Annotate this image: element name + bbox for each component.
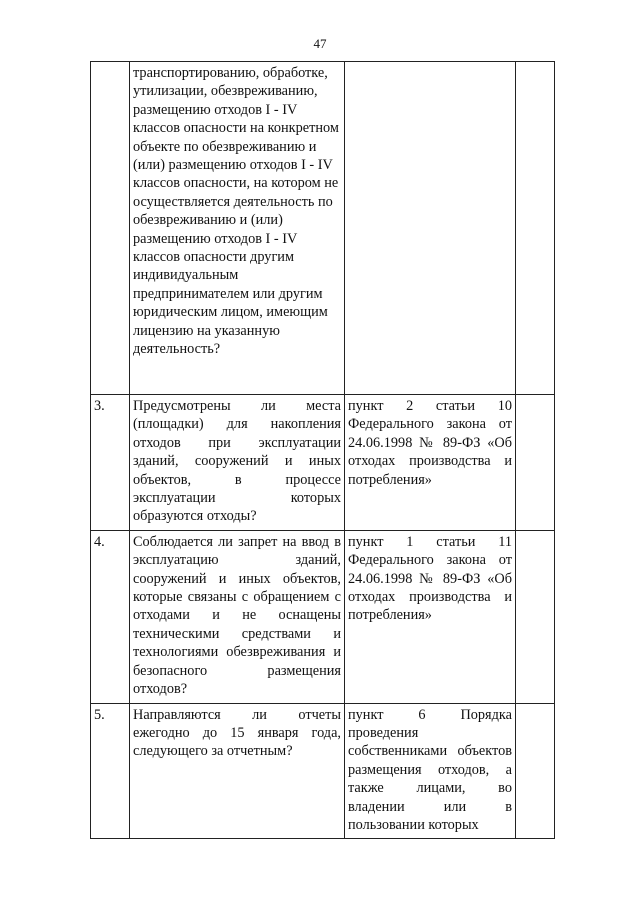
page-number: 47 (313, 36, 327, 51)
row-number-cell: 3. (91, 395, 130, 531)
table-row (91, 395, 555, 531)
note-cell (516, 530, 555, 703)
question-cell: Соблюдается ли запрет на ввод в эксплуатацию зданий, сооружений и иных объектов, которые связаны с обращением с отходами и не оснащены техническими средствами и технологиями обезвреживания и безопасного размещения отходов? (130, 530, 345, 703)
checklist-table (90, 61, 555, 839)
note-cell (516, 703, 555, 839)
question-cell: Направляются ли отчеты ежегодно до 15 января года, следующего за отчетным? (130, 703, 345, 839)
note-cell (516, 395, 555, 531)
note-cell (516, 62, 555, 395)
row-number-cell: 4. (91, 530, 130, 703)
row-number-cell (91, 62, 130, 395)
legal-reference-cell (345, 62, 516, 395)
table-row (91, 530, 555, 703)
legal-reference-cell: пункт 6 Порядка проведения собственниками объектов размещения отходов, а также лицами, во владении или в пользовании которых (345, 703, 516, 839)
legal-reference-cell: пункт 2 статьи 10 Федерального закона от 24.06.1998 № 89-ФЗ «Об отходах производства и потребления» (345, 395, 516, 531)
table-row (91, 62, 555, 395)
table-row (91, 703, 555, 839)
question-cell: Предусмотрены ли места (площадки) для накопления отходов при эксплуатации зданий, сооружений и иных объектов, в процессе эксплуатации которых образуются отходы? (130, 395, 345, 531)
row-number-cell: 5. (91, 703, 130, 839)
legal-reference-cell: пункт 1 статьи 11 Федерального закона от 24.06.1998 № 89-ФЗ «Об отходах производства и потребления» (345, 530, 516, 703)
question-cell: транспортированию, обработке, утилизации, обезвреживанию, размещению отходов I - IV классов опасности на конкретном объекте по обезвреживанию и (или) размещению отходов I - IV классов опасности, на котором не осуществляется деятельность по обезвреживанию и (или) размещению отходов I - IV классов опасности другим индивидуальным предпринимателем или другим юридическим лицом, имеющим лицензию на указанную деятельность? (130, 62, 345, 395)
